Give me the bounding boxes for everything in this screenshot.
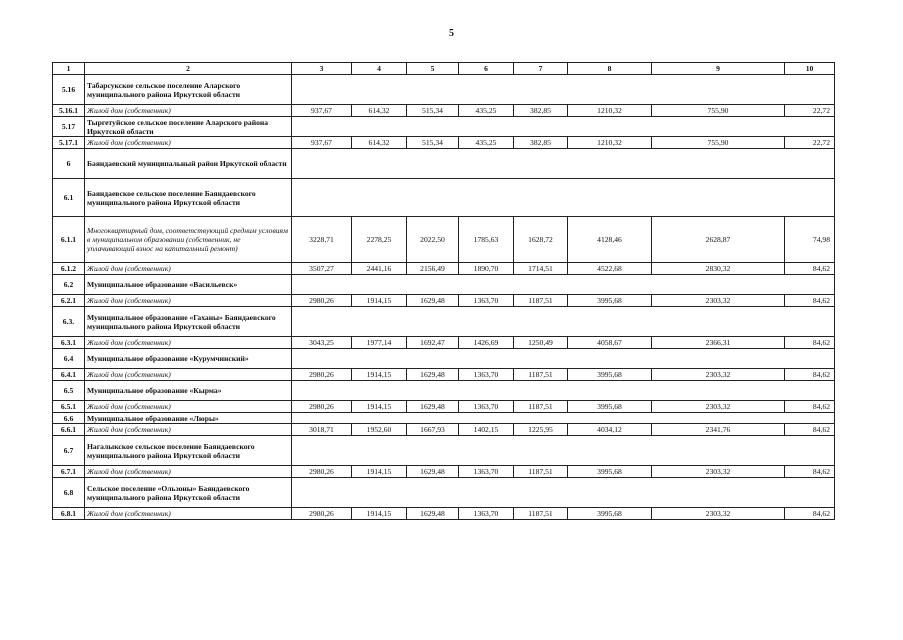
value-cell: 435,25 xyxy=(459,137,514,149)
value-cell: 1187,51 xyxy=(514,466,568,478)
table-row xyxy=(53,105,835,117)
value-cell: 1363,70 xyxy=(459,401,514,413)
value-cell: 1628,72 xyxy=(514,217,568,263)
table-row xyxy=(53,401,835,413)
value-cell: 382,85 xyxy=(514,105,568,117)
row-name: Муниципальное образование «Васильевск» xyxy=(85,275,292,295)
header-row xyxy=(53,63,835,75)
section-row xyxy=(53,117,835,137)
value-cell: 2441,16 xyxy=(352,263,407,275)
value-cell: 1890,70 xyxy=(459,263,514,275)
value-cell: 1952,60 xyxy=(352,424,407,436)
value-cell: 2628,87 xyxy=(652,217,785,263)
row-name: Баяндаевское сельское поселение Баяндаевского муниципального района Иркутской области xyxy=(85,179,292,217)
row-code: 6.5.1 xyxy=(53,401,85,413)
table-row xyxy=(53,137,835,149)
value-cell: 3507,27 xyxy=(292,263,352,275)
col-header: 3 xyxy=(292,63,352,75)
section-row xyxy=(53,149,835,179)
row-name: Жилой дом (собственник) xyxy=(85,401,292,413)
section-row xyxy=(53,275,835,295)
value-cell: 614,32 xyxy=(352,105,407,117)
row-name: Муниципальное образование «Гаханы» Баяндаевского муниципального района Иркутской области xyxy=(85,307,292,337)
row-name: Жилой дом (собственник) xyxy=(85,337,292,349)
value-cell: 1363,70 xyxy=(459,295,514,307)
value-cell: 937,67 xyxy=(292,137,352,149)
row-code: 5.17 xyxy=(53,117,85,137)
row-code: 6.1 xyxy=(53,179,85,217)
row-code: 6.5 xyxy=(53,381,85,401)
row-name: Жилой дом (собственник) xyxy=(85,263,292,275)
value-cell: 1914,15 xyxy=(352,466,407,478)
row-name: Жилой дом (собственник) xyxy=(85,369,292,381)
value-cell: 22,72 xyxy=(785,137,835,149)
value-cell: 382,85 xyxy=(514,137,568,149)
value-cell: 1187,51 xyxy=(514,401,568,413)
empty-cell xyxy=(292,307,835,337)
row-code: 6 xyxy=(53,149,85,179)
section-row xyxy=(53,436,835,466)
value-cell: 435,25 xyxy=(459,105,514,117)
col-header: 8 xyxy=(568,63,652,75)
empty-cell xyxy=(292,75,835,105)
table-row xyxy=(53,217,835,263)
row-code: 6.3. xyxy=(53,307,85,337)
table-row xyxy=(53,424,835,436)
value-cell: 2980,26 xyxy=(292,295,352,307)
row-name: Многоквартирный дом, соответствующий средним условиям в муниципальном образовании (собственник, не уплачивающий взнос на капитальный ремонт) xyxy=(85,217,292,263)
value-cell: 2303,32 xyxy=(652,508,785,520)
table-row xyxy=(53,466,835,478)
row-code: 6.3.1 xyxy=(53,337,85,349)
value-cell: 1187,51 xyxy=(514,508,568,520)
row-name: Баяндаевский муниципальный район Иркутской области xyxy=(85,149,292,179)
value-cell: 2366,31 xyxy=(652,337,785,349)
row-code: 6.1.2 xyxy=(53,263,85,275)
row-code: 6.8.1 xyxy=(53,508,85,520)
table-row xyxy=(53,337,835,349)
page-number: 5 xyxy=(449,28,454,39)
empty-cell xyxy=(292,275,835,295)
value-cell: 515,34 xyxy=(407,137,459,149)
value-cell: 614,32 xyxy=(352,137,407,149)
row-name: Муниципальное образование «Курумчинский» xyxy=(85,349,292,369)
value-cell: 22,72 xyxy=(785,105,835,117)
value-cell: 1402,15 xyxy=(459,424,514,436)
value-cell: 2303,32 xyxy=(652,466,785,478)
value-cell: 3995,68 xyxy=(568,369,652,381)
value-cell: 1250,49 xyxy=(514,337,568,349)
row-code: 6.7 xyxy=(53,436,85,466)
table-row xyxy=(53,369,835,381)
row-code: 6.4 xyxy=(53,349,85,369)
value-cell: 4058,67 xyxy=(568,337,652,349)
empty-cell xyxy=(292,436,835,466)
value-cell: 1225,95 xyxy=(514,424,568,436)
section-row xyxy=(53,381,835,401)
row-name: Сельское поселение «Ользоны» Баяндаевского муниципального района Иркутской области xyxy=(85,478,292,508)
value-cell: 4522,68 xyxy=(568,263,652,275)
value-cell: 1714,51 xyxy=(514,263,568,275)
col-header: 10 xyxy=(785,63,835,75)
value-cell: 84,62 xyxy=(785,424,835,436)
value-cell: 1629,48 xyxy=(407,466,459,478)
empty-cell xyxy=(292,413,835,424)
value-cell: 1629,48 xyxy=(407,508,459,520)
value-cell: 3228,71 xyxy=(292,217,352,263)
value-cell: 1363,70 xyxy=(459,466,514,478)
value-cell: 84,62 xyxy=(785,263,835,275)
value-cell: 2022,50 xyxy=(407,217,459,263)
table-row xyxy=(53,295,835,307)
table-row xyxy=(53,508,835,520)
row-name: Табарсукское сельское поселение Аларского муниципального района Иркутской области xyxy=(85,75,292,105)
value-cell: 2156,49 xyxy=(407,263,459,275)
row-name: Жилой дом (собственник) xyxy=(85,137,292,149)
row-code: 6.7.1 xyxy=(53,466,85,478)
section-row xyxy=(53,478,835,508)
row-code: 6.6 xyxy=(53,413,85,424)
col-header: 6 xyxy=(459,63,514,75)
value-cell: 1187,51 xyxy=(514,369,568,381)
col-header: 7 xyxy=(514,63,568,75)
value-cell: 1363,70 xyxy=(459,369,514,381)
value-cell: 84,62 xyxy=(785,295,835,307)
section-row xyxy=(53,179,835,217)
value-cell: 3043,25 xyxy=(292,337,352,349)
value-cell: 2980,26 xyxy=(292,369,352,381)
value-cell: 3018,71 xyxy=(292,424,352,436)
empty-cell xyxy=(292,179,835,217)
row-code: 5.16.1 xyxy=(53,105,85,117)
row-code: 6.1.1 xyxy=(53,217,85,263)
row-code: 6.6.1 xyxy=(53,424,85,436)
row-name: Тыргетуйское сельское поселение Аларского района Иркутской области xyxy=(85,117,292,137)
value-cell: 3995,68 xyxy=(568,466,652,478)
value-cell: 1629,48 xyxy=(407,401,459,413)
tariff-table xyxy=(52,62,835,520)
value-cell: 755,90 xyxy=(652,105,785,117)
value-cell: 2980,26 xyxy=(292,466,352,478)
row-code: 6.8 xyxy=(53,478,85,508)
row-code: 6.2.1 xyxy=(53,295,85,307)
value-cell: 1629,48 xyxy=(407,369,459,381)
value-cell: 1210,32 xyxy=(568,137,652,149)
section-row xyxy=(53,413,835,424)
value-cell: 1667,93 xyxy=(407,424,459,436)
value-cell: 4034,12 xyxy=(568,424,652,436)
value-cell: 515,34 xyxy=(407,105,459,117)
section-row xyxy=(53,75,835,105)
value-cell: 2303,32 xyxy=(652,401,785,413)
value-cell: 84,62 xyxy=(785,337,835,349)
value-cell: 2303,32 xyxy=(652,295,785,307)
row-name: Жилой дом (собственник) xyxy=(85,466,292,478)
value-cell: 1914,15 xyxy=(352,401,407,413)
col-header: 5 xyxy=(407,63,459,75)
table-body xyxy=(53,75,835,520)
value-cell: 2341,76 xyxy=(652,424,785,436)
value-cell: 1187,51 xyxy=(514,295,568,307)
row-code: 6.4.1 xyxy=(53,369,85,381)
value-cell: 74,98 xyxy=(785,217,835,263)
row-code: 5.16 xyxy=(53,75,85,105)
empty-cell xyxy=(292,478,835,508)
col-header: 1 xyxy=(53,63,85,75)
row-code: 5.17.1 xyxy=(53,137,85,149)
section-row xyxy=(53,307,835,337)
section-row xyxy=(53,349,835,369)
row-name: Муниципальное образование «Кырма» xyxy=(85,381,292,401)
table-row xyxy=(53,263,835,275)
value-cell: 84,62 xyxy=(785,508,835,520)
value-cell: 2980,26 xyxy=(292,401,352,413)
value-cell: 2980,26 xyxy=(292,508,352,520)
value-cell: 1210,32 xyxy=(568,105,652,117)
row-name: Нагалыкское сельское поселение Баяндаевского муниципального района Иркутской области xyxy=(85,436,292,466)
value-cell: 84,62 xyxy=(785,401,835,413)
value-cell: 1629,48 xyxy=(407,295,459,307)
value-cell: 1426,69 xyxy=(459,337,514,349)
row-name: Жилой дом (собственник) xyxy=(85,424,292,436)
value-cell: 1785,63 xyxy=(459,217,514,263)
value-cell: 2278,25 xyxy=(352,217,407,263)
empty-cell xyxy=(292,349,835,369)
row-name: Жилой дом (собственник) xyxy=(85,105,292,117)
col-header: 2 xyxy=(85,63,292,75)
value-cell: 755,90 xyxy=(652,137,785,149)
value-cell: 84,62 xyxy=(785,466,835,478)
value-cell: 3995,68 xyxy=(568,508,652,520)
row-name: Жилой дом (собственник) xyxy=(85,295,292,307)
empty-cell xyxy=(292,117,835,137)
value-cell: 1914,15 xyxy=(352,369,407,381)
value-cell: 1914,15 xyxy=(352,295,407,307)
value-cell: 2830,32 xyxy=(652,263,785,275)
empty-cell xyxy=(292,381,835,401)
value-cell: 3995,68 xyxy=(568,401,652,413)
value-cell: 1977,14 xyxy=(352,337,407,349)
value-cell: 937,67 xyxy=(292,105,352,117)
col-header: 4 xyxy=(352,63,407,75)
col-header: 9 xyxy=(652,63,785,75)
empty-cell xyxy=(292,149,835,179)
row-code: 6.2 xyxy=(53,275,85,295)
value-cell: 3995,68 xyxy=(568,295,652,307)
value-cell: 2303,32 xyxy=(652,369,785,381)
value-cell: 1363,70 xyxy=(459,508,514,520)
value-cell: 4128,46 xyxy=(568,217,652,263)
row-name: Муниципальное образование «Люры» xyxy=(85,413,292,424)
value-cell: 84,62 xyxy=(785,369,835,381)
value-cell: 1692,47 xyxy=(407,337,459,349)
row-name: Жилой дом (собственник) xyxy=(85,508,292,520)
value-cell: 1914,15 xyxy=(352,508,407,520)
